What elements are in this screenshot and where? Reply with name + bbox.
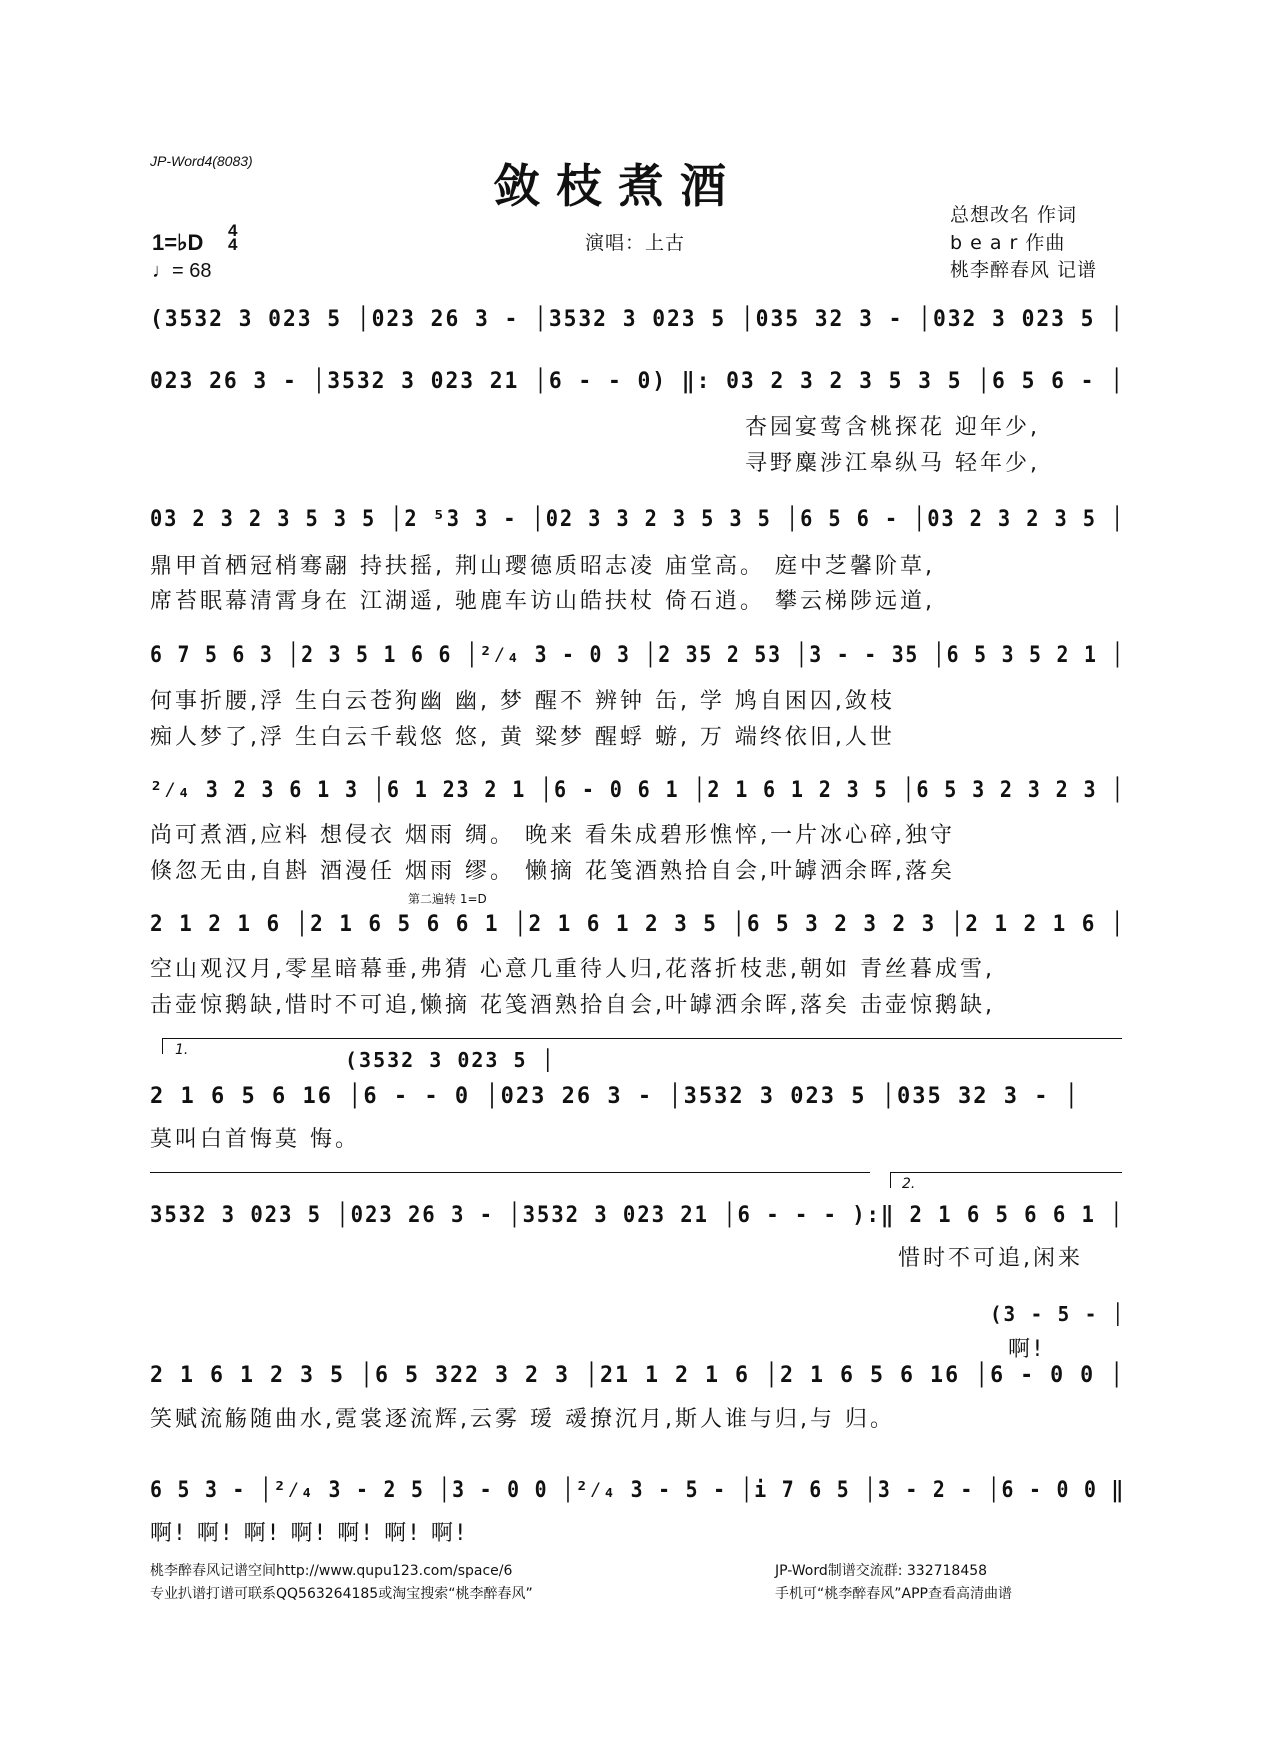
song-title: 敛枝煮酒: [494, 159, 742, 213]
first-ending-bracket-hook: [162, 1038, 163, 1054]
lyric-row-2-verse-2: 寻野麋涉江皋纵马 轻年少,: [745, 451, 1040, 476]
footer-right-line-1: JP-Word制谱交流群: 332718458: [775, 1563, 988, 1579]
overlay-lyric-row-9: 啊!: [1008, 1337, 1045, 1362]
notation-row-2: 023 26 3 - │3532 3 023 21 │6 - - 0) ‖: 03 2 3 2 3 5 3 5 │6 5 6 - │: [150, 369, 1125, 394]
tempo-mark: ♩= 68: [152, 260, 212, 282]
notation-row-4: 6 7 5 6 3 │2 3 5 1 6 6 │²⁄₄ 3 - 0 3 │2 35 2 53 │3 - - 35 │6 5 3 5 2 1 │: [150, 643, 1126, 668]
footer-right-line-2: 手机可“桃李醉春风”APP查看高清曲谱: [775, 1586, 1012, 1602]
lyric-row-2-verse-1: 杏园宴莺含桃探花 迎年少,: [745, 415, 1040, 440]
second-ending-label: 2.: [902, 1176, 916, 1192]
lyric-row-9: 笑赋流觞随曲水,霓裳逐流辉,云雾 瑷 叆撩沉月,斯人谁与归,与 归。: [150, 1407, 895, 1432]
lyric-row-5-verse-1: 尚可煮酒,应料 想侵衣 烟雨 绸。 晚来 看朱成碧形憔悴,一片冰心碎,独守: [150, 823, 955, 848]
notation-row-10: 6 5 3 - │²⁄₄ 3 - 2 5 │3 - 0 0 │²⁄₄ 3 - 5 - │i 7 6 5 │3 - 2 - │6 - 0 0 ‖: [150, 1478, 1126, 1503]
notation-row-8: 3532 3 023 5 │023 26 3 - │3532 3 023 21 │6 - - - ):‖ 2 1 6 5 6 6 1 │: [150, 1203, 1125, 1228]
singer-credit: 演唱：上古: [585, 232, 686, 254]
lyric-row-4-verse-1: 何事折腰,浮 生白云苍狗幽 幽, 梦 醒不 辨钟 缶, 学 鸠自困囚,敛枝: [150, 689, 895, 714]
notation-row-5: ²⁄₄ 3 2 3 6 1 3 │6 1 23 2 1 │6 - 0 6 1 │2 1 6 1 2 3 5 │6 5 3 2 3 2 3 │: [150, 778, 1126, 803]
footer-left-line-2: 专业扒谱打谱可联系QQ563264185或淘宝搜索“桃李醉春风”: [150, 1586, 533, 1602]
lyric-row-7: 莫叫白首悔莫 悔。: [150, 1127, 360, 1152]
overlay-notation-row-9: (3 - 5 - │: [990, 1302, 1126, 1326]
lyric-row-5-verse-2: 倏忽无由,自斟 酒漫任 烟雨 缪。 懒摘 花笺酒熟拾自会,叶罅洒余晖,落矣: [150, 859, 955, 884]
composer-credit: b e a r 作曲: [950, 232, 1066, 254]
repeat-span-line: [150, 1172, 870, 1173]
lyricist-credit: 总想改名 作词: [950, 204, 1078, 226]
notation-row-1: (3532 3 023 5 │023 26 3 - │3532 3 023 5 │035 32 3 - │032 3 023 5 │: [150, 307, 1125, 332]
notation-row-7: 2 1 6 5 6 16 │6 - - 0 │023 26 3 - │3532 3 023 5 │035 32 3 - │: [150, 1084, 1080, 1109]
second-ending-bracket-hook: [890, 1172, 891, 1188]
lyric-row-6-verse-1: 空山观汉月,零星暗幕垂,弗猜 心意几重待人归,花落折枝悲,朝如 青丝暮成雪,: [150, 957, 995, 982]
overlay-notation-row-7: (3532 3 023 5 │: [345, 1048, 556, 1072]
lyric-row-3-verse-2: 席苔眠幕清霄身在 江湖遥, 驰鹿车访山皓扶杖 倚石逍。 攀云梯陟远道,: [150, 589, 935, 614]
time-signature: 4 4: [228, 221, 238, 254]
notation-row-9: 2 1 6 1 2 3 5 │6 5 322 3 2 3 │21 1 2 1 6 │2 1 6 5 6 16 │6 - 0 0 │: [150, 1363, 1126, 1388]
transcriber-credit: 桃李醉春风 记谱: [950, 259, 1098, 281]
key-change-annotation: 第二遍转 1=D: [408, 892, 487, 906]
first-ending-bracket: [162, 1038, 1122, 1039]
notation-row-6: 2 1 2 1 6 │2 1 6 5 6 6 1 │2 1 6 1 2 3 5 │6 5 3 2 3 2 3 │2 1 2 1 6 │: [150, 912, 1126, 937]
notation-row-3: 03 2 3 2 3 5 3 5 │2 ⁵3 3 - │02 3 3 2 3 5 3 5 │6 5 6 - │03 2 3 2 3 5 │: [150, 507, 1126, 532]
lyric-row-10: 啊! 啊! 啊! 啊! 啊! 啊! 啊!: [150, 1521, 468, 1546]
first-ending-label: 1.: [175, 1042, 189, 1058]
footer-left-line-1: 桃李醉春风记谱空间http://www.qupu123.com/space/6: [150, 1563, 513, 1579]
lyric-row-8: 惜时不可追,闲来: [898, 1246, 1083, 1271]
key-signature: 1=♭D: [152, 230, 204, 255]
lyric-row-3-verse-1: 鼎甲首栖冠梢骞翮 持扶摇, 荆山璎德质昭志凌 庙堂高。 庭中芝馨阶草,: [150, 554, 935, 579]
software-label: JP-Word4(8083): [150, 153, 253, 169]
lyric-row-4-verse-2: 痴人梦了,浮 生白云千载悠 悠, 黄 粱梦 醒蜉 蝣, 万 端终依旧,人世: [150, 725, 895, 750]
lyric-row-6-verse-2: 击壶惊鹅缺,惜时不可追,懒摘 花笺酒熟拾自会,叶罅洒余晖,落矣 击壶惊鹅缺,: [150, 993, 995, 1018]
second-ending-bracket: [890, 1172, 1122, 1173]
